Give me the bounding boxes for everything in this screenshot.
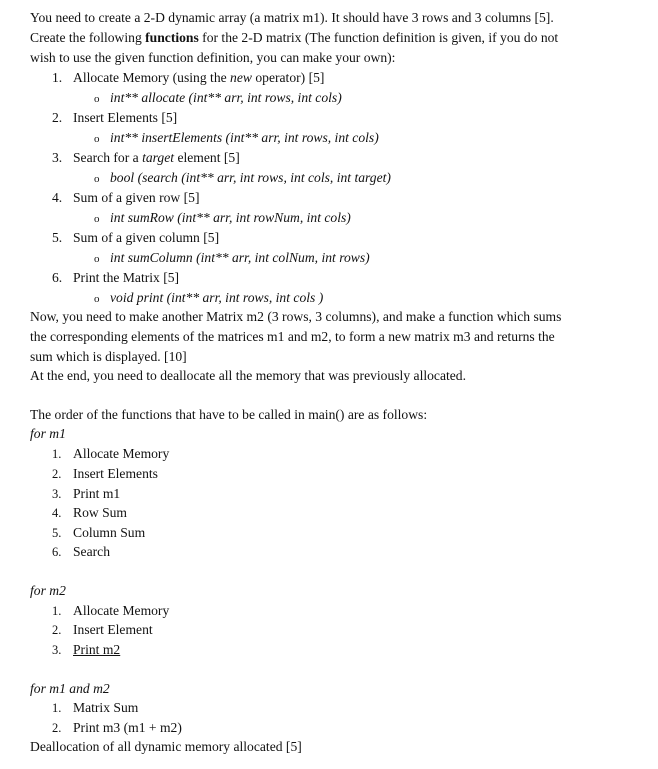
m1-step: 4. Row Sum	[52, 505, 128, 520]
task-signature: o int** allocate (int** arr, int rows, int cols)	[94, 89, 342, 108]
m2-step: 1. Allocate Memory	[52, 603, 170, 618]
intro-line-1: You need to create a 2-D dynamic array (a matrix m1). It should have 3 rows and 3 columns [5].	[30, 10, 554, 25]
para2-line-2: the corresponding elements of the matrices m1 and m2, to form a new matrix m3 and returns the	[30, 329, 555, 344]
bullet-icon: o	[94, 173, 100, 185]
m1-step: 6. Search	[52, 544, 110, 559]
task-item: 4. Sum of a given row [5]	[52, 190, 200, 205]
both-step: 2. Print m3 (m1 + m2)	[52, 720, 182, 735]
m2-step: 3. Print m2	[52, 642, 121, 657]
intro-line-3: wish to use the given function definition, you can make your own):	[30, 50, 396, 65]
m1-step: 5. Column Sum	[52, 525, 146, 540]
para2-line-1: Now, you need to make another Matrix m2 (3 rows, 3 columns), and make a function which sums	[30, 309, 562, 324]
both-step: 1. Matrix Sum	[52, 700, 139, 715]
task-signature: o bool (search (int** arr, int rows, int cols, int target)	[94, 169, 391, 188]
task-item: 5. Sum of a given column [5]	[52, 230, 220, 245]
bullet-icon: o	[94, 293, 100, 305]
task-signature: o int sumRow (int** arr, int rowNum, int cols)	[94, 209, 351, 228]
bullet-icon: o	[94, 253, 100, 265]
order-heading: The order of the functions that have to be called in main() are as follows:	[30, 407, 428, 422]
m1-label: for m1	[30, 426, 66, 441]
m1-step: 3. Print m1	[52, 486, 121, 501]
m2-step: 2. Insert Element	[52, 622, 153, 637]
deallocation-line: Deallocation of all dynamic memory allocated [5]	[30, 739, 302, 754]
task-signature: o int** insertElements (int** arr, int rows, int cols)	[94, 129, 379, 148]
intro-line-2: Create the following functions for the 2-D matrix (The function definition is given, if you do not	[30, 30, 559, 45]
task-signature: o void print (int** arr, int rows, int cols )	[94, 289, 323, 308]
both-label: for m1 and m2	[30, 681, 110, 696]
task-signature: o int sumColumn (int** arr, int colNum, int rows)	[94, 249, 370, 268]
para2-line-3: sum which is displayed. [10]	[30, 349, 187, 364]
task-item: 2. Insert Elements [5]	[52, 110, 178, 125]
m1-step: 1. Allocate Memory	[52, 446, 170, 461]
task-item: 3. Search for a target element [5]	[52, 150, 240, 165]
m2-label: for m2	[30, 583, 66, 598]
bullet-icon: o	[94, 213, 100, 225]
task-item: 1. Allocate Memory (using the new operator) [5]	[52, 70, 325, 85]
m1-step: 2. Insert Elements	[52, 466, 158, 481]
bullet-icon: o	[94, 93, 100, 105]
task-item: 6. Print the Matrix [5]	[52, 270, 180, 285]
bullet-icon: o	[94, 133, 100, 145]
para2-line-4: At the end, you need to deallocate all the memory that was previously allocated.	[30, 368, 466, 383]
